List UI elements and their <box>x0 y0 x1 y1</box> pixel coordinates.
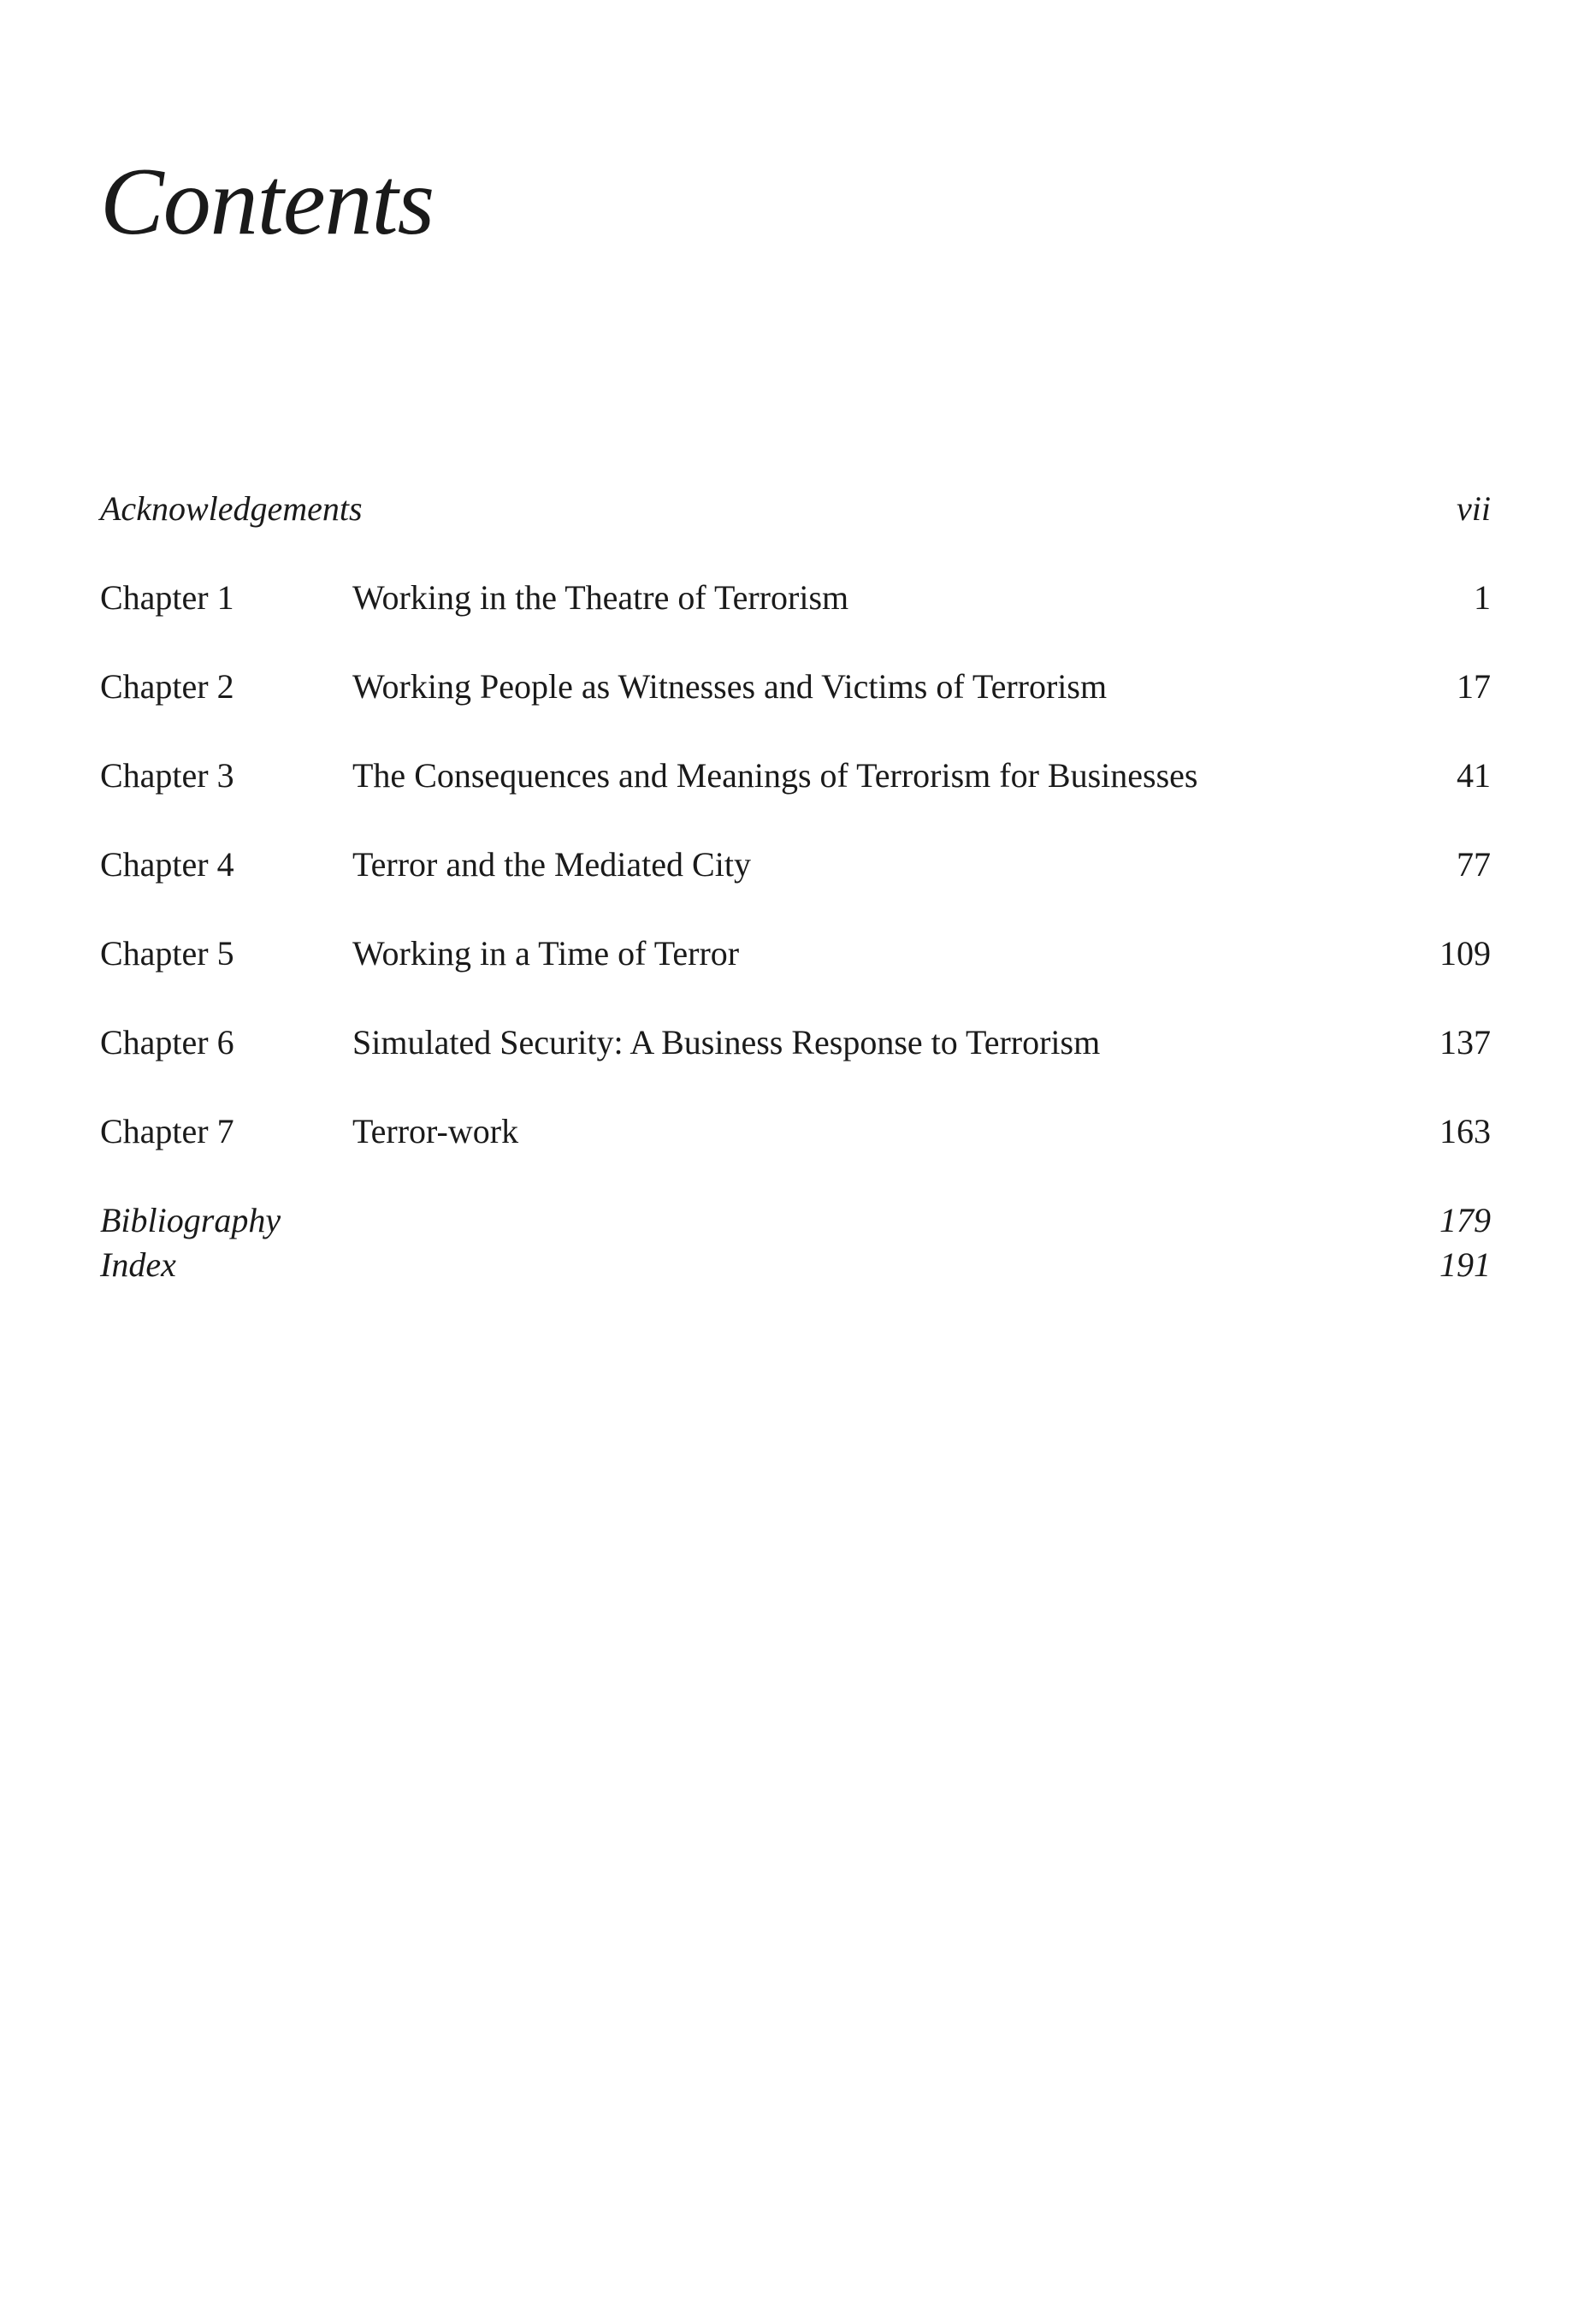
chapter-label: Chapter 2 <box>100 667 234 706</box>
chapter-label: Chapter 1 <box>100 578 234 617</box>
chapter-label: Chapter 4 <box>100 845 234 884</box>
chapter-title: Working People as Witnesses and Victims of Terrorism <box>352 667 1108 706</box>
toc-entry-acknowledgements <box>100 483 1491 535</box>
toc-entry-chapter-3 <box>100 750 1491 801</box>
toc-entry-chapter-1 <box>100 572 1491 624</box>
toc-entry-page: vii <box>1457 489 1491 528</box>
toc-entry-chapter-2 <box>100 661 1491 713</box>
chapter-title: Working in a Time of Terror <box>352 934 740 973</box>
chapter-label: Chapter 7 <box>100 1112 234 1150</box>
toc-entry-bibliography <box>100 1195 1491 1246</box>
chapter-page: 17 <box>1457 667 1491 706</box>
chapter-page: 137 <box>1439 1023 1491 1061</box>
toc-entry-chapter-7 <box>100 1106 1491 1157</box>
chapter-label: Chapter 5 <box>100 934 234 973</box>
page-title: Contents <box>100 149 434 255</box>
toc-entry-label: Acknowledgements <box>100 489 363 528</box>
toc-entry-page: 179 <box>1439 1201 1491 1239</box>
chapter-title: Terror and the Mediated City <box>352 845 751 884</box>
chapter-title: Working in the Theatre of Terrorism <box>352 578 849 617</box>
chapter-title: Terror-work <box>352 1112 519 1150</box>
toc-entry-label: Bibliography <box>100 1201 281 1239</box>
chapter-label: Chapter 6 <box>100 1023 234 1061</box>
chapter-label: Chapter 3 <box>100 756 234 795</box>
toc-entry-page: 191 <box>1439 1245 1491 1284</box>
chapter-title: Simulated Security: A Business Response to Terrorism <box>352 1023 1101 1061</box>
chapter-page: 163 <box>1439 1112 1491 1150</box>
chapter-page: 109 <box>1439 934 1491 973</box>
toc-entry-index <box>100 1239 1491 1291</box>
chapter-title: The Consequences and Meanings of Terrorism for Businesses <box>352 756 1198 795</box>
chapter-page: 41 <box>1457 756 1491 795</box>
toc-entry-chapter-5 <box>100 928 1491 979</box>
chapter-page: 77 <box>1457 845 1491 884</box>
toc-entry-chapter-4 <box>100 839 1491 890</box>
toc-entry-label: Index <box>100 1245 176 1284</box>
toc-entry-chapter-6 <box>100 1017 1491 1068</box>
chapter-page: 1 <box>1474 578 1491 617</box>
